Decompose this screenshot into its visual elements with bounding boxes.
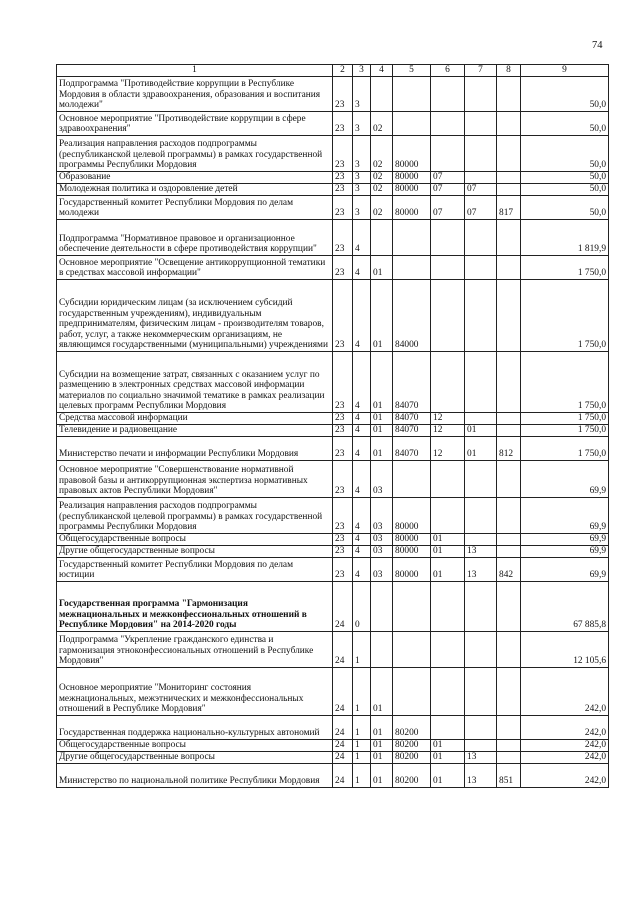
amount-cell: 242,0 (521, 752, 609, 764)
code-cell: 07 (465, 196, 497, 220)
table-row (57, 172, 609, 184)
amount-cell: 1 750,0 (521, 280, 609, 352)
code-cell (465, 582, 497, 632)
amount-cell: 242,0 (521, 716, 609, 740)
code-cell: 23 (333, 112, 353, 136)
table-row (57, 632, 609, 668)
code-cell: 23 (333, 77, 353, 112)
code-cell (371, 582, 393, 632)
code-cell: 01 (371, 425, 393, 437)
table-row (57, 184, 609, 196)
code-cell: 24 (333, 752, 353, 764)
code-cell: 4 (353, 220, 371, 256)
code-cell: 01 (431, 546, 465, 558)
code-cell: 3 (353, 196, 371, 220)
code-cell: 4 (353, 437, 371, 461)
code-cell: 4 (353, 413, 371, 425)
table-row (57, 220, 609, 256)
code-cell: 80200 (393, 764, 431, 788)
code-cell: 01 (465, 425, 497, 437)
amount-cell: 242,0 (521, 764, 609, 788)
code-cell: 23 (333, 461, 353, 498)
code-cell: 23 (333, 184, 353, 196)
amount-cell: 50,0 (521, 196, 609, 220)
code-cell: 01 (371, 280, 393, 352)
code-cell: 13 (465, 558, 497, 582)
code-cell: 13 (465, 546, 497, 558)
code-cell (497, 668, 521, 716)
code-cell: 3 (353, 77, 371, 112)
code-cell: 12 (431, 437, 465, 461)
code-cell (465, 632, 497, 668)
code-cell: 1 (353, 752, 371, 764)
code-cell: 3 (353, 172, 371, 184)
code-cell: 851 (497, 764, 521, 788)
row-name-cell: Основное мероприятие "Освещение антикоррупционной тематики в средствах массовой информации" (57, 256, 333, 280)
code-cell (465, 220, 497, 256)
code-cell (497, 256, 521, 280)
code-cell: 01 (371, 668, 393, 716)
code-cell: 80000 (393, 136, 431, 172)
code-cell (497, 77, 521, 112)
code-cell (497, 413, 521, 425)
code-cell: 80200 (393, 752, 431, 764)
code-cell: 24 (333, 632, 353, 668)
table-row (57, 196, 609, 220)
code-cell: 80200 (393, 740, 431, 752)
code-cell (431, 498, 465, 534)
code-cell: 07 (431, 172, 465, 184)
code-cell: 13 (465, 764, 497, 788)
code-cell: 80000 (393, 498, 431, 534)
column-header: 1 (57, 65, 333, 77)
code-cell (465, 668, 497, 716)
code-cell (465, 172, 497, 184)
code-cell (497, 740, 521, 752)
amount-cell: 50,0 (521, 136, 609, 172)
table-row (57, 112, 609, 136)
code-cell (431, 461, 465, 498)
code-cell: 01 (371, 716, 393, 740)
page-number: 74 (592, 40, 603, 51)
code-cell: 23 (333, 498, 353, 534)
table-row (57, 546, 609, 558)
code-cell: 1 (353, 668, 371, 716)
code-cell (497, 172, 521, 184)
code-cell (465, 112, 497, 136)
amount-cell: 1 750,0 (521, 425, 609, 437)
code-cell: 4 (353, 558, 371, 582)
row-name-cell: Основное мероприятие "Мониторинг состояния межнациональных, межэтнических и межконфессиональных отношений в Республике Мордовия" (57, 668, 333, 716)
code-cell: 01 (431, 752, 465, 764)
code-cell (371, 77, 393, 112)
table-row (57, 534, 609, 546)
table-row (57, 558, 609, 582)
code-cell (393, 77, 431, 112)
amount-cell: 67 885,8 (521, 582, 609, 632)
code-cell: 23 (333, 546, 353, 558)
code-cell (465, 256, 497, 280)
amount-cell: 1 750,0 (521, 352, 609, 413)
code-cell: 24 (333, 764, 353, 788)
code-cell (393, 461, 431, 498)
code-cell: 1 (353, 740, 371, 752)
amount-cell: 50,0 (521, 112, 609, 136)
code-cell (431, 280, 465, 352)
column-header: 9 (521, 65, 609, 77)
code-cell: 12 (431, 413, 465, 425)
row-name-cell: Молодежная политика и оздоровление детей (57, 184, 333, 196)
code-cell: 23 (333, 534, 353, 546)
table-row (57, 582, 609, 632)
row-name-cell: Государственный комитет Республики Мордовия по делам молодежи (57, 196, 333, 220)
code-cell (431, 716, 465, 740)
table-row (57, 740, 609, 752)
amount-cell: 50,0 (521, 184, 609, 196)
table-row (57, 77, 609, 112)
code-cell (497, 632, 521, 668)
code-cell: 80000 (393, 534, 431, 546)
table-row (57, 668, 609, 716)
code-cell (393, 220, 431, 256)
code-cell: 01 (371, 764, 393, 788)
table-row (57, 413, 609, 425)
code-cell (497, 220, 521, 256)
code-cell (465, 716, 497, 740)
code-cell: 23 (333, 437, 353, 461)
code-cell (393, 668, 431, 716)
code-cell: 842 (497, 558, 521, 582)
code-cell (497, 112, 521, 136)
code-cell: 01 (431, 558, 465, 582)
code-cell: 07 (431, 196, 465, 220)
table-row (57, 256, 609, 280)
row-name-cell: Субсидии юридическим лицам (за исключением субсидий государственным учреждениям), индивидуальным предпринимателям, физическим лицам - производителям товаров, работ, услуг, а также некоммерческим организациям, не являющимся государственными (муниципальными) учреждениями (57, 280, 333, 352)
row-name-cell: Реализация направления расходов подпрограммы (республиканской целевой программы) в рамках государственной программы Республики Мордовия (57, 498, 333, 534)
code-cell: 23 (333, 196, 353, 220)
row-name-cell: Телевидение и радиовещание (57, 425, 333, 437)
column-header: 3 (353, 65, 371, 77)
code-cell: 02 (371, 112, 393, 136)
row-name-cell: Другие общегосударственные вопросы (57, 752, 333, 764)
amount-cell: 1 750,0 (521, 256, 609, 280)
code-cell: 02 (371, 196, 393, 220)
column-header: 2 (333, 65, 353, 77)
code-cell: 84070 (393, 437, 431, 461)
code-cell: 4 (353, 280, 371, 352)
row-name-cell: Министерство по национальной политике Республики Мордовия (57, 764, 333, 788)
table-row (57, 764, 609, 788)
table-body (57, 77, 609, 788)
code-cell (497, 752, 521, 764)
code-cell (465, 534, 497, 546)
column-header: 5 (393, 65, 431, 77)
row-name-cell: Общегосударственные вопросы (57, 740, 333, 752)
code-cell (497, 716, 521, 740)
code-cell (465, 498, 497, 534)
code-cell (465, 740, 497, 752)
code-cell: 01 (371, 413, 393, 425)
code-cell: 24 (333, 716, 353, 740)
code-cell: 01 (431, 740, 465, 752)
row-name-cell: Подпрограмма "Укрепление гражданского единства и гармонизация этноконфессиональных отношений в Республике Мордовия" (57, 632, 333, 668)
code-cell (497, 425, 521, 437)
code-cell: 3 (353, 184, 371, 196)
code-cell: 84070 (393, 425, 431, 437)
amount-cell: 50,0 (521, 172, 609, 184)
column-header: 7 (465, 65, 497, 77)
amount-cell: 69,9 (521, 558, 609, 582)
code-cell (497, 461, 521, 498)
code-cell (431, 220, 465, 256)
code-cell (393, 256, 431, 280)
code-cell: 23 (333, 172, 353, 184)
row-name-cell: Государственная поддержка национально-культурных автономий (57, 716, 333, 740)
code-cell: 1 (353, 716, 371, 740)
code-cell (465, 413, 497, 425)
amount-cell: 50,0 (521, 77, 609, 112)
code-cell (431, 136, 465, 172)
code-cell: 23 (333, 352, 353, 413)
table-row (57, 280, 609, 352)
code-cell: 812 (497, 437, 521, 461)
column-header: 8 (497, 65, 521, 77)
code-cell: 01 (371, 437, 393, 461)
column-header: 4 (371, 65, 393, 77)
code-cell (371, 632, 393, 668)
table-row (57, 437, 609, 461)
code-cell: 02 (371, 172, 393, 184)
code-cell (465, 77, 497, 112)
amount-cell: 242,0 (521, 668, 609, 716)
code-cell: 80000 (393, 172, 431, 184)
code-cell (497, 352, 521, 413)
row-name-cell: Другие общегосударственные вопросы (57, 546, 333, 558)
code-cell: 03 (371, 546, 393, 558)
row-name-cell: Основное мероприятие "Совершенствование нормативной правовой базы и антикоррупционная экспертиза нормативных правовых актов Республики Мордовия" (57, 461, 333, 498)
budget-table (56, 64, 609, 788)
column-header: 6 (431, 65, 465, 77)
code-cell (497, 534, 521, 546)
amount-cell: 1 750,0 (521, 413, 609, 425)
code-cell (497, 498, 521, 534)
amount-cell: 69,9 (521, 546, 609, 558)
code-cell: 84070 (393, 352, 431, 413)
row-name-cell: Основное мероприятие "Противодействие коррупции в сфере здравоохранения" (57, 112, 333, 136)
code-cell: 03 (371, 558, 393, 582)
code-cell: 01 (371, 256, 393, 280)
row-name-cell: Общегосударственные вопросы (57, 534, 333, 546)
code-cell: 3 (353, 112, 371, 136)
code-cell: 4 (353, 534, 371, 546)
code-cell: 24 (333, 668, 353, 716)
code-cell (431, 632, 465, 668)
code-cell: 01 (371, 740, 393, 752)
code-cell (465, 280, 497, 352)
row-name-cell: Государственная программа "Гармонизация межнациональных и межконфессиональных отношений в Республике Мордовия" на 2014-2020 годы (57, 582, 333, 632)
code-cell: 4 (353, 461, 371, 498)
code-cell: 1 (353, 632, 371, 668)
code-cell: 07 (431, 184, 465, 196)
code-cell (497, 136, 521, 172)
code-cell: 01 (465, 437, 497, 461)
code-cell: 4 (353, 425, 371, 437)
code-cell (393, 112, 431, 136)
row-name-cell: Подпрограмма "Противодействие коррупции в Республике Мордовия в области здравоохранения, образования и воспитания молодежи" (57, 77, 333, 112)
code-cell (431, 668, 465, 716)
code-cell (497, 184, 521, 196)
code-cell: 4 (353, 352, 371, 413)
code-cell (465, 461, 497, 498)
code-cell: 23 (333, 280, 353, 352)
code-cell: 24 (333, 582, 353, 632)
code-cell: 03 (371, 534, 393, 546)
code-cell: 07 (465, 184, 497, 196)
code-cell (497, 280, 521, 352)
code-cell: 01 (371, 352, 393, 413)
row-name-cell: Субсидии на возмещение затрат, связанных с оказанием услуг по размещению в электронных средствах массовой информации материалов по социально значимой тематике в рамках реализации целевых программ Республики Мордовия (57, 352, 333, 413)
code-cell (465, 136, 497, 172)
table-row (57, 136, 609, 172)
row-name-cell: Министерство печати и информации Республики Мордовия (57, 437, 333, 461)
table-row (57, 352, 609, 413)
code-cell: 80000 (393, 196, 431, 220)
code-cell (431, 256, 465, 280)
code-cell: 03 (371, 498, 393, 534)
amount-cell: 1 750,0 (521, 437, 609, 461)
table-row (57, 752, 609, 764)
code-cell (465, 352, 497, 413)
table-row (57, 425, 609, 437)
code-cell: 80000 (393, 184, 431, 196)
row-name-cell: Реализация направления расходов подпрограммы (республиканской целевой программы) в рамках государственной программы Республики Мордовия (57, 136, 333, 172)
table-row (57, 461, 609, 498)
code-cell: 01 (431, 764, 465, 788)
code-cell (431, 582, 465, 632)
amount-cell: 1 819,9 (521, 220, 609, 256)
row-name-cell: Образование (57, 172, 333, 184)
code-cell: 84070 (393, 413, 431, 425)
code-cell: 23 (333, 425, 353, 437)
code-cell: 23 (333, 413, 353, 425)
code-cell (431, 352, 465, 413)
code-cell: 817 (497, 196, 521, 220)
code-cell: 23 (333, 558, 353, 582)
code-cell: 12 (431, 425, 465, 437)
code-cell: 4 (353, 498, 371, 534)
code-cell (393, 582, 431, 632)
amount-cell: 69,9 (521, 498, 609, 534)
amount-cell: 242,0 (521, 740, 609, 752)
amount-cell: 12 105,6 (521, 632, 609, 668)
code-cell: 0 (353, 582, 371, 632)
code-cell: 13 (465, 752, 497, 764)
code-cell: 3 (353, 136, 371, 172)
table-row (57, 716, 609, 740)
code-cell: 4 (353, 546, 371, 558)
amount-cell: 69,9 (521, 461, 609, 498)
row-name-cell: Подпрограмма "Нормативное правовое и организационное обеспечение деятельности в сфере противодействия коррупции" (57, 220, 333, 256)
table-row (57, 498, 609, 534)
code-cell (431, 77, 465, 112)
code-cell (431, 112, 465, 136)
row-name-cell: Государственный комитет Республики Мордовия по делам юстиции (57, 558, 333, 582)
code-cell (393, 632, 431, 668)
code-cell: 24 (333, 740, 353, 752)
code-cell: 02 (371, 136, 393, 172)
code-cell (497, 582, 521, 632)
header-row (57, 65, 609, 77)
code-cell: 1 (353, 764, 371, 788)
code-cell: 4 (353, 256, 371, 280)
code-cell (371, 220, 393, 256)
code-cell: 23 (333, 256, 353, 280)
code-cell: 01 (371, 752, 393, 764)
code-cell: 84000 (393, 280, 431, 352)
code-cell: 80000 (393, 558, 431, 582)
code-cell: 80000 (393, 546, 431, 558)
code-cell (497, 546, 521, 558)
amount-cell: 69,9 (521, 534, 609, 546)
row-name-cell: Средства массовой информации (57, 413, 333, 425)
code-cell: 23 (333, 220, 353, 256)
code-cell: 80200 (393, 716, 431, 740)
code-cell: 01 (431, 534, 465, 546)
code-cell: 23 (333, 136, 353, 172)
code-cell: 03 (371, 461, 393, 498)
code-cell: 02 (371, 184, 393, 196)
